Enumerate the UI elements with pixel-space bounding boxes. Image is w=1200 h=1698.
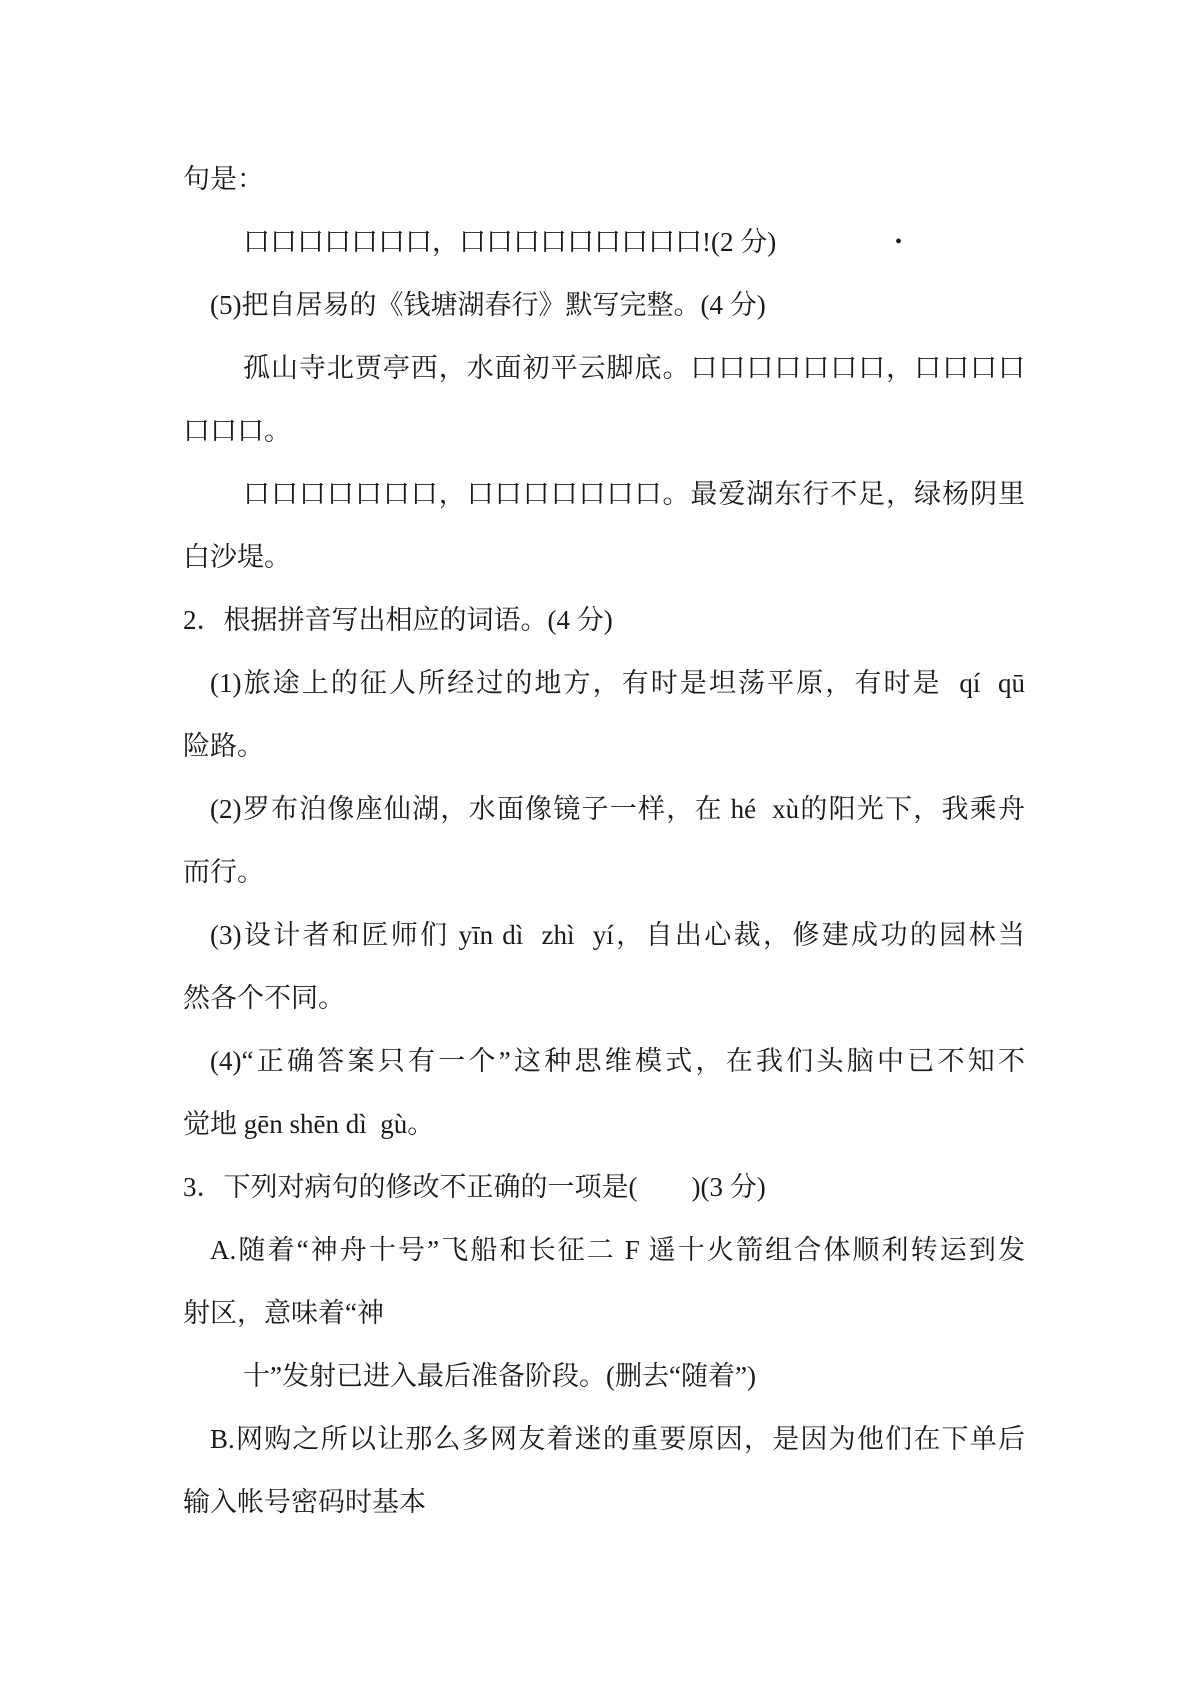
text-line: 觉地 gēn shēn dì gù。 — [183, 1109, 435, 1139]
option-a: A.随着“神舟十号”飞船和长征二 F 遥十火箭组合体顺利转运到发 — [210, 1235, 1025, 1265]
question-item: (2)罗布泊像座仙湖，水面像镜子一样，在 hé xù的阳光下，我乘舟 — [210, 794, 1025, 824]
question-item: (3)设计者和匠师们 yīn dì zhì yí，自出心裁，修建成功的园林当 — [210, 920, 1025, 950]
text-line: 十”发射已进入最后准备阶段。(删去“随着”) — [243, 1361, 756, 1391]
exam-text — [183, 148, 1025, 1534]
poem-line: 孤山寺北贾亭西，水面初平云脚底。口口口口口口口，口口口口 — [243, 353, 1025, 383]
question-item: (5)把自居易的《钱塘湖春行》默写完整。(4 分) — [210, 290, 766, 320]
text-line: 然各个不同。 — [183, 983, 345, 1013]
question-item: (4)“正确答案只有一个”这种思维模式，在我们头脑中已不知不 — [210, 1046, 1025, 1076]
text-line-content: 口口口口口口口，口口口口口口口口口!(2 分) — [243, 227, 777, 257]
question-item: (1)旅途上的征人所经过的地方，有时是坦荡平原，有时是 qí qū — [210, 668, 1025, 698]
poem-line: 白沙堤。 — [183, 542, 291, 572]
poem-line: 口口口。 — [183, 416, 291, 446]
question-heading: 3．下列对病句的修改不正确的一项是( )(3 分) — [183, 1172, 766, 1202]
text-line: 输入帐号密码时基本 — [183, 1487, 426, 1517]
question-heading: 2．根据拼音写出相应的词语。(4 分) — [183, 605, 613, 635]
option-b: B.网购之所以让那么多网友着迷的重要原因，是因为他们在下单后 — [210, 1424, 1025, 1454]
text-line: 而行。 — [183, 857, 264, 887]
text-line: 射区，意味着“神 — [183, 1298, 384, 1328]
text-line: 险路。 — [183, 731, 264, 761]
text-line — [183, 211, 1025, 274]
text-line: 句是： — [183, 164, 264, 194]
stray-dot-mark: • — [895, 231, 903, 253]
poem-line: 口口口口口口口，口口口口口口口。最爱湖东行不足，绿杨阴里 — [243, 479, 1025, 509]
